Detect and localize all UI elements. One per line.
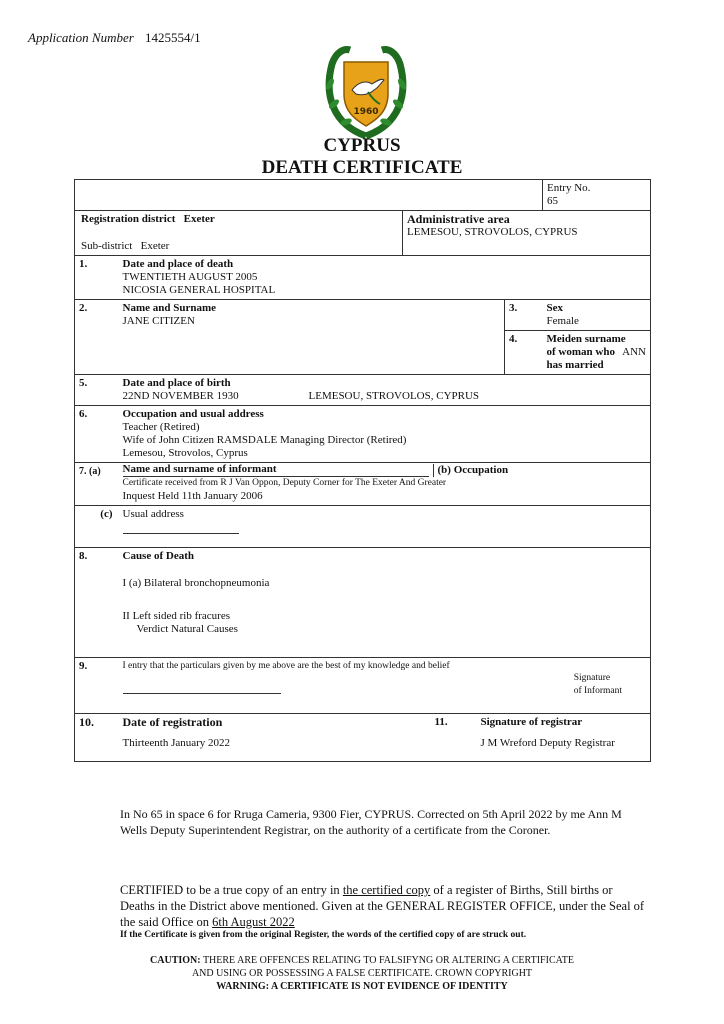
coat-of-arms-icon <box>322 44 410 140</box>
death-label: Date and place of death <box>122 258 234 270</box>
country-title: CYPRUS <box>323 135 401 156</box>
caution-block <box>0 954 724 993</box>
informant-signature-line <box>123 673 281 694</box>
caution-line-1: THERE ARE OFFENCES RELATING TO FALSIFYNG OR ALTERING A CERTIFICATE <box>202 955 574 966</box>
registrar-num: 11. <box>434 716 448 728</box>
occupation-num: 6. <box>75 406 119 463</box>
occupation-line-3: Lemesou, Strovolos, Cyprus <box>122 447 248 459</box>
certificate-table <box>74 179 651 762</box>
district-label: Registration district <box>81 213 176 225</box>
admin-area-value: LEMESOU, STROVOLOS, CYPRUS <box>407 226 578 238</box>
usual-address-num: (c) <box>75 506 119 548</box>
occupation-line-2: Wife of John Citizen RAMSDALE Managing Director (Retired) <box>122 434 407 446</box>
declaration-text: I entry that the particulars given by me above are the best of my knowledge and belief <box>122 661 450 671</box>
district-value: Exeter <box>183 213 215 225</box>
informant-line-2: Inquest Held 11th January 2006 <box>122 490 263 502</box>
declaration-num: 9. <box>75 658 119 714</box>
admin-area-label: Administrative area <box>407 212 510 226</box>
certified-part-2: of a register of Births, Still births or Deaths in the District above mentioned. Given at the GENERAL REGISTER OFFICE, under the Seal of the said Office on <box>120 883 645 929</box>
svg-text:1960: 1960 <box>353 107 379 117</box>
cause-ii: II Left sided rib fracures <box>122 610 231 622</box>
application-label: Application Number <box>28 30 134 45</box>
correction-note: In No 65 in space 6 for Rruga Cameria, 9300 Fier, CYPRUS. Corrected on 5th April 2022 by me Ann M Wells Deputy Superintendent Registrar, on the authority of a certificate from the Coroner. <box>120 807 622 837</box>
death-num: 1. <box>75 256 119 300</box>
death-place: NICOSIA GENERAL HOSPITAL <box>122 284 276 296</box>
signature-label-1: Signature <box>573 673 611 683</box>
usual-address-row <box>75 506 651 548</box>
cause-label: Cause of Death <box>122 550 194 562</box>
informant-line-1: Certificate received from R J Van Oppon, Deputy Corner for The Exeter And Greater <box>122 478 447 488</box>
name-label: Name and Surname <box>122 302 217 314</box>
registrar-label: Signature of registrar <box>480 716 583 728</box>
death-row <box>75 256 651 300</box>
maiden-label-2: of woman who <box>546 346 615 358</box>
document-title: DEATH CERTIFICATE <box>261 157 463 178</box>
occupation-row <box>75 406 651 463</box>
maiden-num: 4. <box>505 331 543 375</box>
certified-part-1: CERTIFIED to be a true copy of an entry in <box>120 883 343 897</box>
registration-date-label: Date of registration <box>122 715 223 729</box>
certified-statement <box>120 882 648 930</box>
informant-num: 7. (a) <box>75 463 119 506</box>
certified-underlined: the certified copy <box>342 883 431 897</box>
maiden-label-1: Meiden surname <box>546 333 626 345</box>
caution-line-2: AND USING OR POSSESSING A FALSE CERTIFICATE. CROWN COPYRIGHT <box>191 968 533 979</box>
sex-value: Female <box>546 315 579 327</box>
death-date: TWENTIETH AUGUST 2005 <box>122 271 258 283</box>
registration-date-num: 10. <box>75 714 119 762</box>
subdistrict-value: Exeter <box>140 240 170 252</box>
subdistrict-label: Sub-district <box>81 240 133 252</box>
caution-label: CAUTION: <box>150 955 201 966</box>
maiden-label-3: has married <box>546 359 604 371</box>
birth-place: LEMESOU, STROVOLOS, CYPRUS <box>308 390 480 402</box>
entry-value: 65 <box>547 195 559 207</box>
occupation-line-1: Teacher (Retired) <box>122 421 200 433</box>
maiden-value: ANN <box>622 346 647 358</box>
certified-small-note: If the Certificate is given from the original Register, the words of the certified copy of are struck out. <box>120 930 527 940</box>
birth-row <box>75 375 651 406</box>
caution-line-3: WARNING: A CERTIFICATE IS NOT EVIDENCE OF IDENTITY <box>216 981 508 992</box>
registrar-value: J M Wreford Deputy Registrar <box>480 737 615 749</box>
certified-date: 6th August 2022 <box>212 915 295 929</box>
cause-row <box>75 548 651 658</box>
registration-row <box>75 211 651 256</box>
informant-row <box>75 463 651 506</box>
application-number <box>28 30 201 46</box>
informant-label: Name and surname of informant <box>122 463 277 475</box>
sex-num: 3. <box>505 300 543 331</box>
cause-i: I (a) Bilateral bronchopneumonia <box>122 577 270 589</box>
birth-date: 22ND NOVEMBER 1930 <box>122 390 239 402</box>
usual-address-label: Usual address <box>122 508 184 520</box>
usual-address-line <box>123 521 239 534</box>
occupation-b-label: (b) Occupation <box>433 464 509 477</box>
entry-row <box>75 180 651 211</box>
signature-label-2: of Informant <box>573 686 623 696</box>
registration-date-row <box>75 714 651 762</box>
birth-label: Date and place of birth <box>122 377 231 389</box>
application-number-value: 1425554/1 <box>145 30 201 45</box>
sex-label: Sex <box>546 302 564 314</box>
occupation-label: Occupation and usual address <box>122 408 264 420</box>
name-sex-row <box>75 300 651 331</box>
registration-date-value: Thirteenth January 2022 <box>122 737 231 749</box>
entry-label: Entry No. <box>547 182 591 194</box>
name-value: JANE CITIZEN <box>122 315 195 327</box>
cause-verdict: Verdict Natural Causes <box>136 623 238 635</box>
declaration-row <box>75 658 651 714</box>
birth-num: 5. <box>75 375 119 406</box>
cause-num: 8. <box>75 548 119 658</box>
name-num: 2. <box>75 300 119 375</box>
